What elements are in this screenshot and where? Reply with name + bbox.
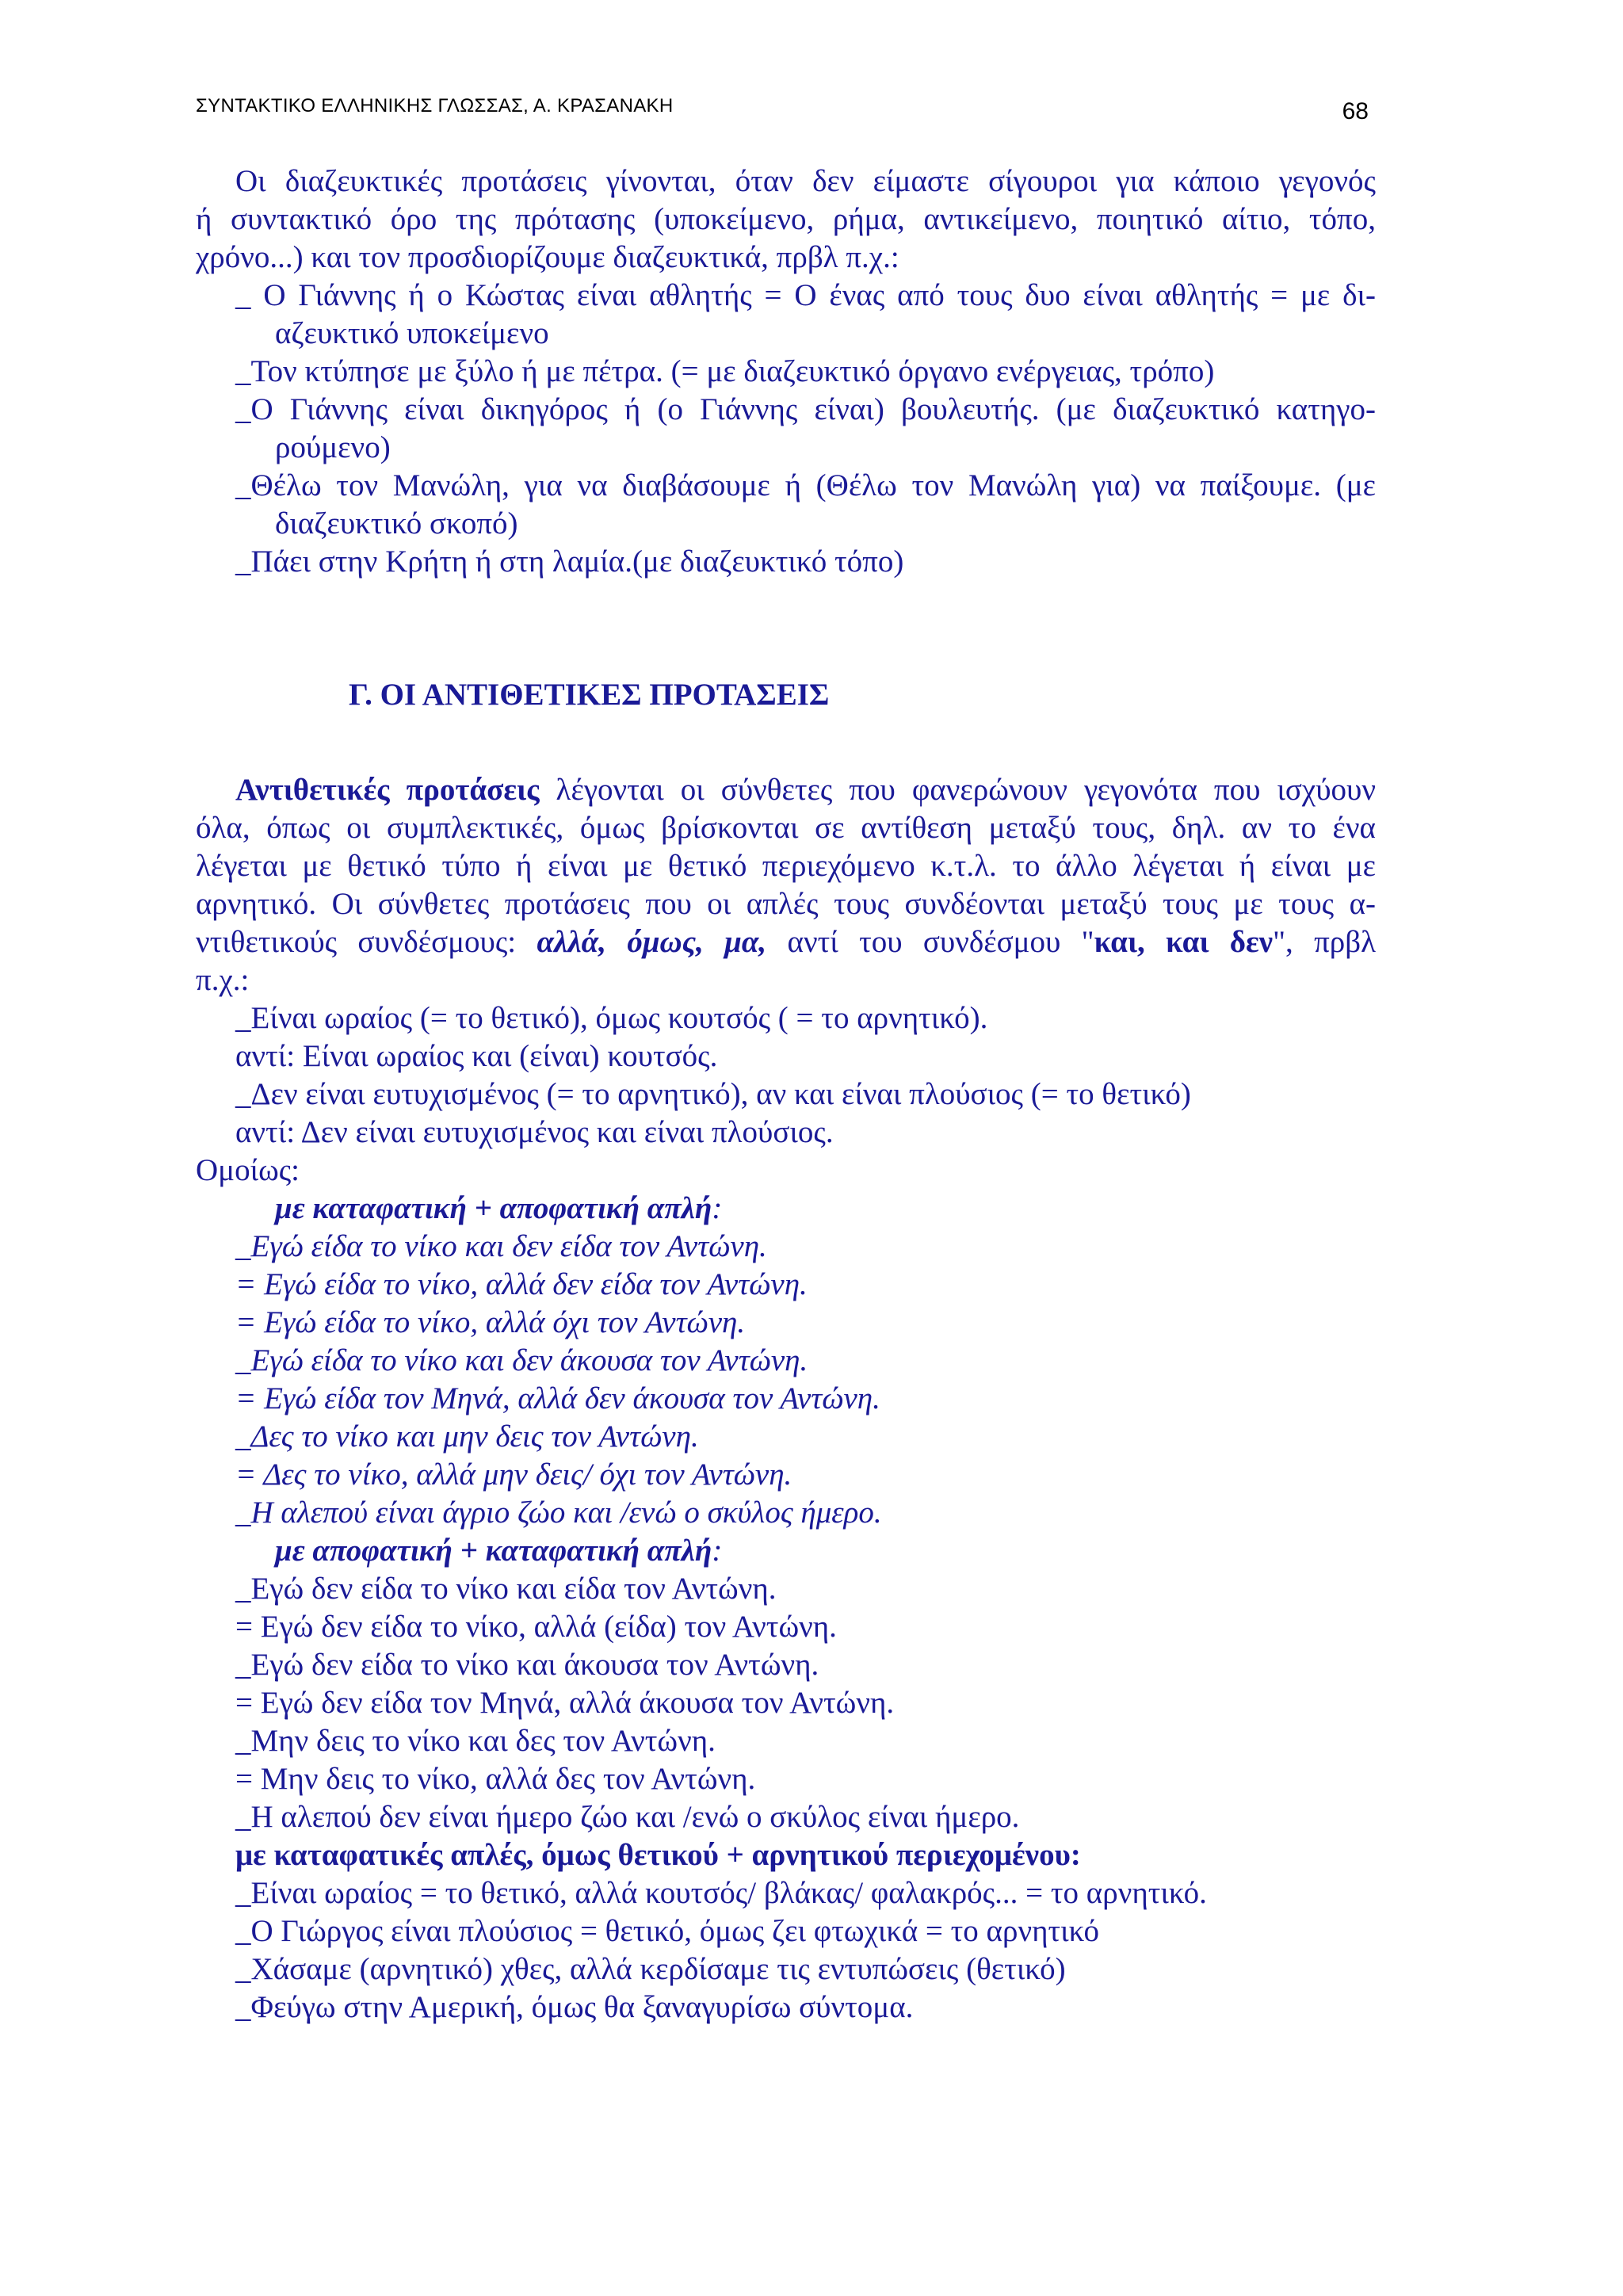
- definition-line-2: όλα, όπως οι συμπλεκτικές, όμως βρίσκονται σε αντίθεση μεταξύ τους, δηλ. αν το ένα: [196, 811, 1376, 845]
- definition-line-5-a: ντιθετικούς συνδέσμους:: [196, 925, 537, 959]
- group-2-heading: [196, 1532, 1376, 1570]
- basic-example-2: αντί: Είναι ωραίος και (είναι) κουτσός.: [235, 1039, 718, 1073]
- group-3-heading: με καταφατικές απλές, όμως θετικού + αρνητικού περιεχομένου:: [235, 1838, 1081, 1872]
- group-1-heading-colon: :: [712, 1191, 723, 1225]
- basic-example-3: _Δεν είναι ευτυχισμένος (= το αρνητικό), αν και είναι πλούσιος (= το θετικό): [235, 1077, 1191, 1111]
- spacer: [196, 714, 1376, 771]
- intro-line-3: χρόνο...) και τον προσδιορίζουμε διαζευκτικά, πρβλ π.χ.:: [196, 240, 899, 274]
- disjunctive-example-1: _ Ο Γιάννης ή ο Κώστας είναι αθλητής = Ο ένας από τους δυο είναι αθλητής = με δι-: [235, 278, 1376, 312]
- group-1-heading-text: με καταφατική + αποφατική απλή: [275, 1191, 712, 1225]
- copulative-conjunctions: και, και δεν: [1094, 925, 1274, 959]
- definition-line-5: [196, 923, 1376, 961]
- definition-line-5-b: αντί του συνδέσμου ": [766, 925, 1094, 959]
- intro-line-2: ή συντακτικό όρο της πρότασης (υποκείμενο, ρήμα, αντικείμενο, ποιητικό αίτιο, τόπο,: [196, 202, 1376, 236]
- group-2-heading-colon: :: [712, 1534, 723, 1568]
- disjunctive-example-1-cont: αζευκτικό υποκείμενο: [275, 316, 549, 350]
- header-title: ΣΥΝΤΑΚΤΙΚΟ ΕΛΛΗΝΙΚΗΣ ΓΛΩΣΣΑΣ, Α. ΚΡΑΣΑΝΑΚΗ: [196, 95, 674, 117]
- page-number: 68: [1342, 98, 1369, 124]
- group-1-line: = Εγώ είδα το νίκο, αλλά δεν είδα τον Αντώνη.: [235, 1267, 808, 1301]
- group-1-line: _Η αλεπού είναι άγριο ζώο και /ενώ ο σκύλος ήμερο.: [235, 1496, 882, 1530]
- document-body: [196, 162, 1376, 2027]
- group-3-line: _Χάσαμε (αρνητικό) χθες, αλλά κερδίσαμε τις εντυπώσεις (θετικό): [235, 1952, 1066, 1986]
- group-2-heading-text: με αποφατική + καταφατική απλή: [275, 1534, 712, 1568]
- disjunctive-example-4: _Θέλω τον Μανώλη, για να διαβάσουμε ή (Θέλω τον Μανώλη για) να παίξουμε. (με: [235, 468, 1376, 502]
- group-1-heading: [196, 1190, 1376, 1228]
- group-1-line: _Εγώ είδα το νίκο και δεν άκουσα τον Αντώνη.: [235, 1343, 808, 1377]
- definition-line-6: π.χ.:: [196, 963, 250, 997]
- definition-line-5-c: ", πρβλ: [1273, 925, 1377, 959]
- group-3-line: _Είναι ωραίος = το θετικό, αλλά κουτσός/ βλάκας/ φαλακρός... = το αρνητικό.: [235, 1876, 1207, 1910]
- definition-line-3: λέγεται με θετικό τύπο ή είναι με θετικό περιεχόμενο κ.τ.λ. το άλλο λέγεται ή είναι με: [196, 849, 1376, 883]
- group-2-line: _Εγώ δεν είδα το νίκο και άκουσα τον Αντώνη.: [235, 1648, 819, 1682]
- definition-line-1: [196, 771, 1376, 809]
- spacer: [196, 619, 1376, 676]
- group-1-line: = Εγώ είδα το νίκο, αλλά όχι τον Αντώνη.: [235, 1305, 746, 1339]
- definition-term: Αντιθετικές προτάσεις: [235, 773, 540, 807]
- group-2-line: = Εγώ δεν είδα το νίκο, αλλά (είδα) τον Αντώνη.: [235, 1610, 837, 1644]
- group-1-line: _Εγώ είδα το νίκο και δεν είδα τον Αντώνη.: [235, 1229, 767, 1263]
- group-2-line: _Μην δεις το νίκο και δες τον Αντώνη.: [235, 1724, 716, 1758]
- group-3-line: _Ο Γιώργος είναι πλούσιος = θετικό, όμως ζει φτωχικά = το αρνητικό: [235, 1914, 1099, 1948]
- running-header: [196, 95, 1369, 127]
- basic-example-4: αντί: Δεν είναι ευτυχισμένος και είναι πλούσιος.: [235, 1115, 834, 1149]
- section-heading: Γ. ΟΙ ΑΝΤΙΘΕΤΙΚΕΣ ΠΡΟΤΑΣΕΙΣ: [349, 678, 830, 712]
- definition-line-1-text: λέγονται οι σύνθετες που φανερώνουν γεγονότα που ισχύουν: [539, 773, 1376, 807]
- group-2-line: = Μην δεις το νίκο, αλλά δες τον Αντώνη.: [235, 1762, 756, 1796]
- disjunctive-example-3: _Ο Γιάννης είναι δικηγόρος ή (ο Γιάννης είναι) βουλευτής. (με διαζευκτικό κατηγο-: [235, 392, 1376, 426]
- spacer: [196, 581, 1376, 619]
- disjunctive-example-5: _Πάει στην Κρήτη ή στη λαμία.(με διαζευκτικό τόπο): [235, 544, 904, 579]
- group-1-line: _Δες το νίκο και μην δεις τον Αντώνη.: [235, 1419, 699, 1454]
- intro-line-1: Οι διαζευκτικές προτάσεις γίνονται, όταν δεν είμαστε σίγουροι για κάποιο γεγονός: [235, 164, 1376, 198]
- definition-line-4: αρνητικό. Οι σύνθετες προτάσεις που οι απλές τους συνδέονται μεταξύ τους με τους α-: [196, 887, 1376, 921]
- disjunctive-example-3-cont: ρούμενο): [275, 430, 391, 464]
- group-2-line: _Η αλεπού δεν είναι ήμερο ζώο και /ενώ ο σκύλος είναι ήμερο.: [235, 1800, 1020, 1834]
- adversative-conjunctions: αλλά, όμως, μα,: [537, 925, 767, 959]
- group-2-line: = Εγώ δεν είδα τον Μηνά, αλλά άκουσα τον Αντώνη.: [235, 1686, 895, 1720]
- basic-example-1: _Είναι ωραίος (= το θετικό), όμως κουτσός ( = το αρνητικό).: [235, 1001, 988, 1035]
- group-1-line: = Εγώ είδα τον Μηνά, αλλά δεν άκουσα τον Αντώνη.: [235, 1381, 880, 1415]
- similarly-label: Ομοίως:: [196, 1153, 300, 1187]
- group-2-line: _Εγώ δεν είδα το νίκο και είδα τον Αντώνη.: [235, 1572, 777, 1606]
- group-3-line: _Φεύγω στην Αμερική, όμως θα ξαναγυρίσω σύντομα.: [235, 1990, 914, 2024]
- group-1-line: = Δες το νίκο, αλλά μην δεις/ όχι τον Αντώνη.: [235, 1457, 792, 1492]
- disjunctive-example-2: _Τον κτύπησε με ξύλο ή με πέτρα. (= με διαζευκτικό όργανο ενέργειας, τρόπο): [235, 354, 1215, 388]
- disjunctive-example-4-cont: διαζευκτικό σκοπό): [275, 506, 518, 541]
